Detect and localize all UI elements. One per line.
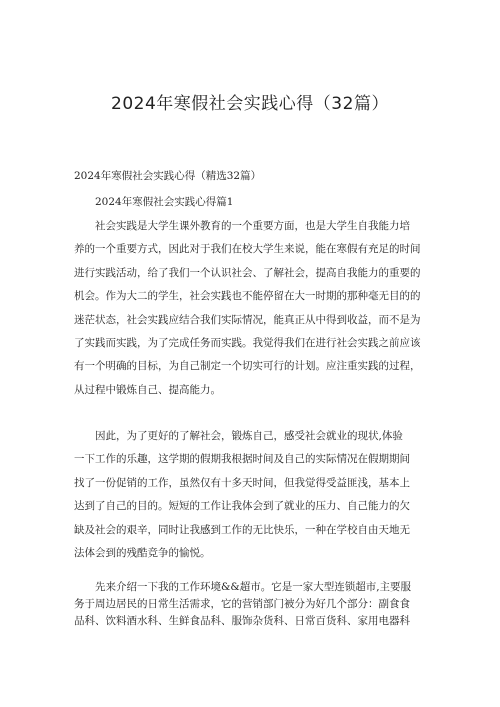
paragraph-line: 务于周边居民的日常生活需求，它的营销部门被分为好几个部分：副食食: [74, 598, 410, 611]
paragraph-line: 有一个明确的目标，为自己制定一个切实可行的计划。应注重实践的过程，: [74, 360, 421, 373]
paragraph-line: 达到了自己的目的。短短的工作让我体会到了就业的压力、自己能力的欠: [74, 500, 410, 513]
paragraph-3: [74, 579, 436, 631]
paragraph-line: 了实践而实践，为了完成任务而实践。我觉得我们在进行社会实践之前应该: [74, 336, 421, 349]
paragraph-line: 找了一份促销的工作，虽然仅有十多天时间，但我觉得受益匪浅，基本上: [74, 476, 410, 489]
document-subtitle: 2024年寒假社会实践心得（精选32篇）: [74, 170, 262, 182]
paragraph-line: 一下工作的乐趣，这学期的假期我根据时间及自己的实际情况在假期期间: [74, 453, 410, 466]
paragraph-line: 先来介绍一下我的工作环境&&超市。它是一家大型连锁超市,主要服: [95, 581, 412, 593]
section-title: 2024年寒假社会实践心得篇1: [95, 196, 234, 208]
paragraph-line: 品科、饮料酒水科、生鲜食品科、服饰杂货科、日常百货科、家用电器科: [74, 615, 410, 628]
paragraph-line: 从过程中锻炼自己、提高能力。: [74, 383, 221, 396]
paragraph-line: 养的一个重要方式，因此对于我们在校大学生来说，能在寒假有充足的时间: [74, 243, 421, 256]
paragraph-line: 进行实践活动，给了我们一个认识社会、了解社会，提高自我能力的重要的: [74, 266, 421, 279]
paragraph-line: 社会实践是大学生课外教育的一个重要方面，也是大学生自我能力培: [95, 220, 410, 232]
paragraph-line: 因此，为了更好的了解社会，锻炼自己，感受社会就业的现状,体验: [95, 430, 403, 442]
paragraph-line: 机会。作为大二的学生，社会实践也不能停留在大一时期的那种毫无目的的: [74, 290, 421, 303]
document-title: 2024年寒假社会实践心得（32篇）: [111, 94, 389, 114]
paragraph-2: [74, 425, 436, 565]
paragraph-line: 缺及社会的艰辛，同时让我感到工作的无比快乐，一种在学校自由天地无: [74, 523, 410, 536]
paragraph-line: 迷茫状态，社会实践应结合我们实际情况，能真正从中得到收益，而不是为: [74, 313, 421, 326]
paragraph-1: [74, 215, 436, 402]
paragraph-line: 法体会到的残酷竞争的愉悦。: [74, 546, 211, 559]
